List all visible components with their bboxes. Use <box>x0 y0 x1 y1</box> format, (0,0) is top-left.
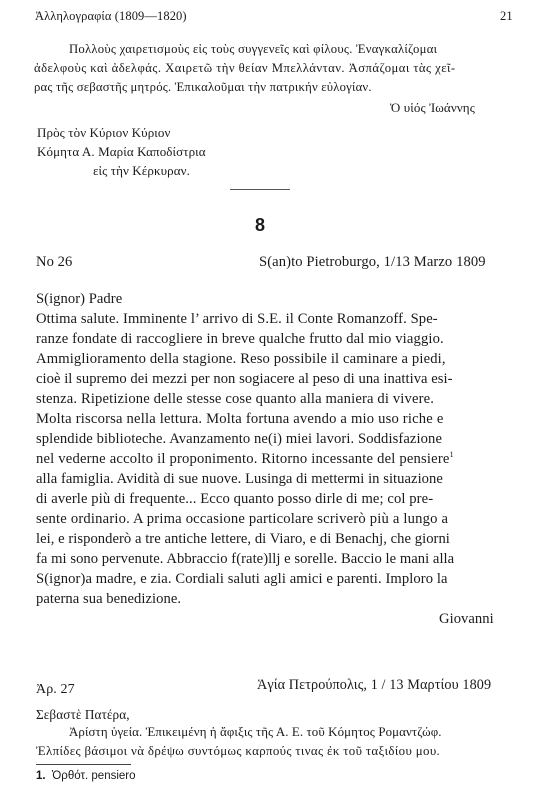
letter-line-11: sente ordinario. A prima occasione particolare scriverò più a lungo a <box>36 511 449 527</box>
footnote-reference: 1 <box>449 450 454 460</box>
letter-line-6: Molta riscorsa nella lettura. Molta fortuna avendo a mio uso riche e <box>36 411 444 427</box>
greek-letter-line-1: Ἀρίστη ὑγεία. Ἐπικειμένη ἡ ἄφιξις τῆς Α. Ε. τοῦ Κόμητος Ρομαντζώφ. <box>69 725 442 739</box>
page-number: 21 <box>500 9 513 23</box>
running-title: Ἀλληλογραφία (1809—1820) <box>35 9 187 23</box>
letter-line-7: splendide biblioteche. Avanzamento ne(i) miei lavori. Soddisfazione <box>36 431 443 447</box>
greek-letter-number: Ἀρ. 27 <box>36 682 75 697</box>
section-divider-top <box>230 189 290 190</box>
prev-letter-line-2: ἀδελφοὺς καὶ ἀδελφάς. Χαιρετῶ τὴν θείαν Μπελλάνταν. Ἀσπάζομαι τὰς χεῖ- <box>34 61 456 75</box>
prev-letter-signature: Ὁ υἱός Ἰωάννης <box>390 100 475 115</box>
letter-line-3: Ammiglioramento della stagione. Reso possibile il caminare a piedi, <box>36 351 446 367</box>
letter-line-8-text: nel vederne accolto il proponimento. Ritorno incessante del pensiere <box>36 451 450 467</box>
greek-letter-line-2: Ἐλπίδες βάσιμοι νὰ δρέψω συντόμως καρπούς τινας ἐκ τοῦ ταξιδίου μου. <box>36 744 441 758</box>
footnote <box>36 770 136 782</box>
letter-line-10: di averle più di frequente... Ecco quanto posso dirle di me; col pre- <box>36 491 434 507</box>
letter-line-8 <box>36 451 454 468</box>
letter-place-date: S(an)to Pietroburgo, 1/13 Marzo 1809 <box>259 254 486 270</box>
address-line-3: εἰς τὴν Κέρκυραν. <box>93 163 190 178</box>
letter-signature: Giovanni <box>439 611 494 627</box>
letter-line-9: alla famiglia. Avidità di sue nuove. Lusinga di mettermi in situazione <box>36 471 443 487</box>
greek-letter-salutation: Σεβαστὲ Πατέρα, <box>36 707 130 722</box>
letter-line-12: lei, e risponderò a tre antiche lettere, di Viaro, e di Benachj, che giorni <box>36 531 450 547</box>
section-number: 8 <box>255 215 266 235</box>
letter-line-1: Ottima salute. Imminente l’ arrivo di S.E. il Conte Romanzoff. Spe- <box>36 311 438 327</box>
greek-letter-place-date: Ἁγία Πετρούπολις, 1 / 13 Μαρτίου 1809 <box>257 677 492 693</box>
letter-line-4: cioè il supremo dei mezzi per non sogiacere al peso di una inattiva esi- <box>36 371 453 387</box>
prev-letter-line-1: Πολλοὺς χαιρετισμοὺς εἰς τοὺς συγγενεῖς καὶ φίλους. Ἐναγκαλίζομαι <box>69 42 438 56</box>
letter-line-13: fa mi sono pervenute. Abbraccio f(rate)llj e sorelle. Baccio le mani alla <box>36 551 455 567</box>
letter-line-5: stenza. Ripetizione delle stesse cose quanto alla maniera di vivere. <box>36 391 435 407</box>
prev-letter-line-3: ρας τῆς σεβαστῆς μητρός. Ἐπικαλοῦμαι τὴν πατρικήν εὐλογίαν. <box>34 80 372 94</box>
letter-number: No 26 <box>36 254 73 270</box>
address-line-1: Πρὸς τὸν Κύριον Κύριον <box>37 125 171 140</box>
footnote-separator <box>36 764 131 765</box>
footnote-marker: 1. <box>36 770 46 782</box>
letter-line-2: ranze fondate di raccogliere in breve qualche frutto dal mio viaggio. <box>36 331 444 347</box>
address-line-2: Κόμητα Α. Μαρία Καποδίστρια <box>37 144 206 159</box>
letter-salutation: S(ignor) Padre <box>36 291 123 307</box>
footnote-text: Ὀρθότ. pensiero <box>51 770 136 782</box>
letter-line-14: S(ignor)a madre, e zia. Cordiali saluti agli amici e parenti. Imploro la <box>36 571 448 587</box>
letter-line-15: paterna sua benedizione. <box>36 591 182 607</box>
